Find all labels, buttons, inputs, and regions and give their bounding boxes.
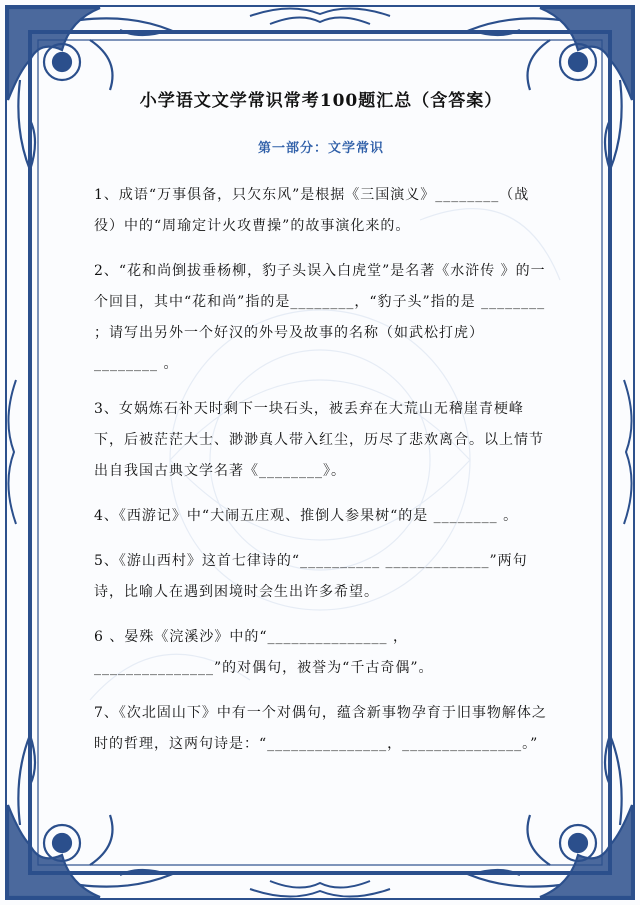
question-3: 3、女娲炼石补天时剩下一块石头，被丢弃在大荒山无稽崖青梗峰下，后被茫茫大士、渺渺真人带入红尘，历尽了悲欢离合。以上情节出自我国古典文学名著《________》。 (94, 401, 544, 479)
question-6: 6 、晏殊《浣溪沙》中的“_______________ ，_______________”的对偶句，被誉为“千古奇偶”。 (94, 629, 434, 676)
question-1: 1、成语“万事俱备，只欠东风”是根据《三国演义》________（战役）中的“周瑜定计火攻曹操”的故事演化来的。 (94, 187, 530, 234)
question-4: 4、《西游记》中“大闹五庄观、推倒人参果树“的是 ________ 。 (94, 508, 519, 524)
question-2: 2、“花和尚倒拔垂杨柳，豹子头误入白虎堂”是名著《水浒传 》的一个回目，其中“花和尚”指的是________，“豹子头”指的是 ________ ；请写出另外一个好汉的外号及故事的名称（如武松打虎） ________ 。 (94, 263, 546, 372)
question-7: 7、《次北固山下》中有一个对偶句，蕴含新事物孕育于旧事物解体之时的哲理，这两句诗是：“_______________，_______________。” (94, 705, 547, 752)
question-5: 5、《游山西村》这首七律诗的“__________ _____________”两句诗，比喻人在遇到困境时会生出许多希望。 (94, 553, 528, 600)
page-title: 小学语文文学常识常考100题汇总（含答案） (139, 91, 503, 111)
worksheet-content (94, 86, 548, 760)
section-heading: 第一部分：文学常识 (257, 141, 384, 156)
